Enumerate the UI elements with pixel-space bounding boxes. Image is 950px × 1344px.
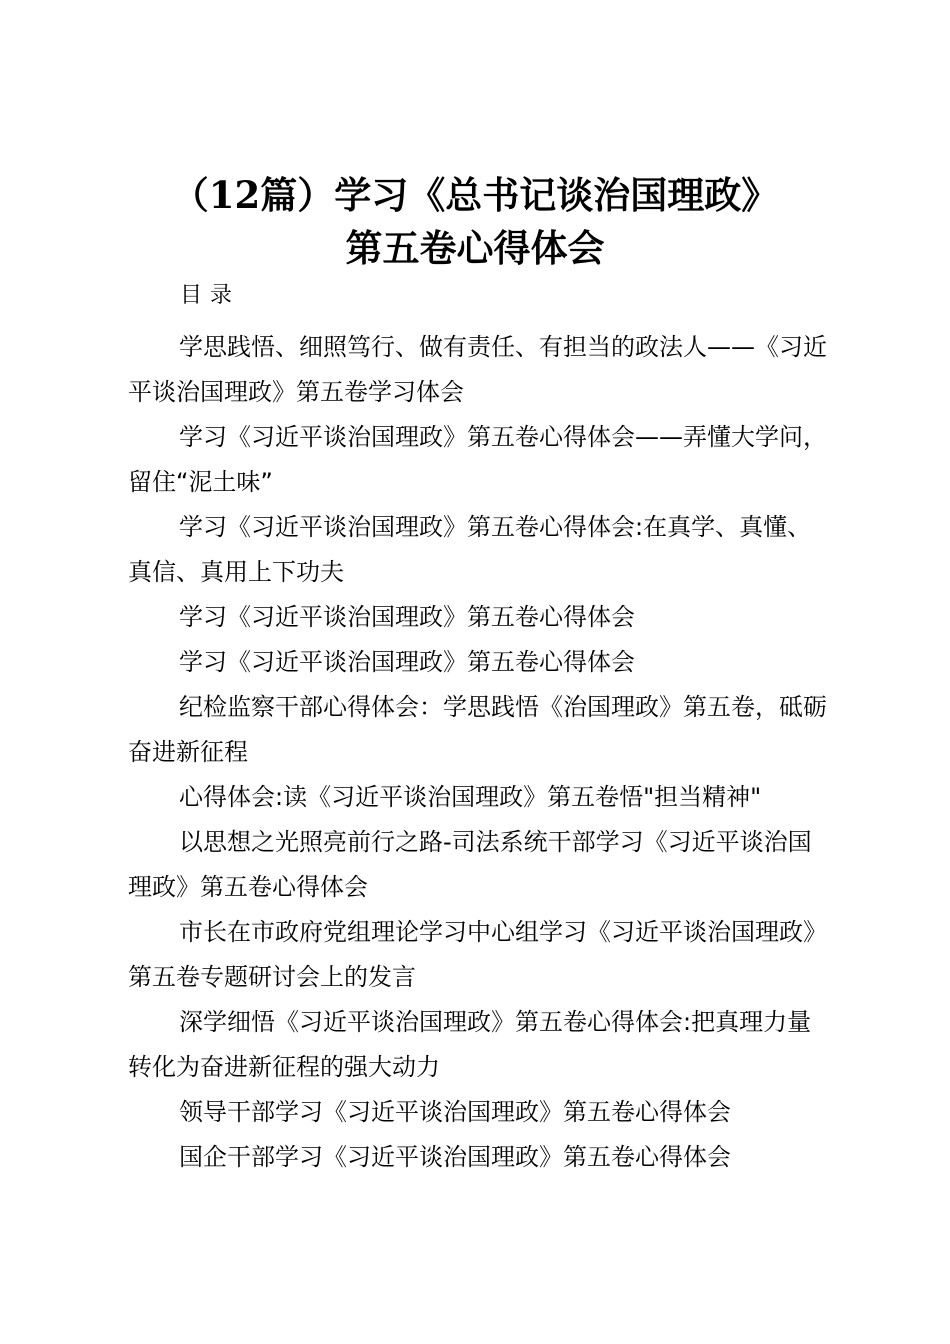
toc-heading: 目录	[180, 283, 241, 308]
document-title-line-2: 第五卷心得体会	[345, 226, 605, 270]
toc-item: 纪检监察干部心得体会：学思践悟《治国理政》第五卷，砥砺奋进新征程	[128, 693, 827, 766]
toc-item: 学习《习近平谈治国理政》第五卷心得体会:在真学、真懂、真信、真用上下功夫	[128, 513, 812, 586]
toc-item: 学习《习近平谈治国理政》第五卷心得体会	[179, 648, 635, 676]
toc-item: 学习《习近平谈治国理政》第五卷心得体会——弄懂大学问，留住“泥土味”	[128, 423, 827, 496]
toc-item: 市长在市政府党组理论学习中心组学习《习近平谈治国理政》第五卷专题研讨会上的发言	[128, 918, 827, 991]
toc-item: 学思践悟、细照笃行、做有责任、有担当的政法人——《习近平谈治国理政》第五卷学习体会	[128, 333, 827, 406]
document-title-line-1: （12篇）学习《总书记谈治国理政》	[171, 173, 779, 217]
toc-item: 深学细悟《习近平谈治国理政》第五卷心得体会:把真理力量转化为奋进新征程的强大动力	[128, 1008, 812, 1081]
toc-item: 学习《习近平谈治国理政》第五卷心得体会	[179, 603, 635, 631]
toc-item: 国企干部学习《习近平谈治国理政》第五卷心得体会	[179, 1143, 731, 1171]
toc-item: 领导干部学习《习近平谈治国理政》第五卷心得体会	[179, 1098, 731, 1126]
toc-item: 心得体会:读《习近平谈治国理政》第五卷悟"担当精神"	[179, 783, 762, 811]
toc-item: 以思想之光照亮前行之路-司法系统干部学习《习近平谈治国理政》第五卷心得体会	[128, 828, 812, 901]
table-of-contents	[128, 325, 828, 1180]
